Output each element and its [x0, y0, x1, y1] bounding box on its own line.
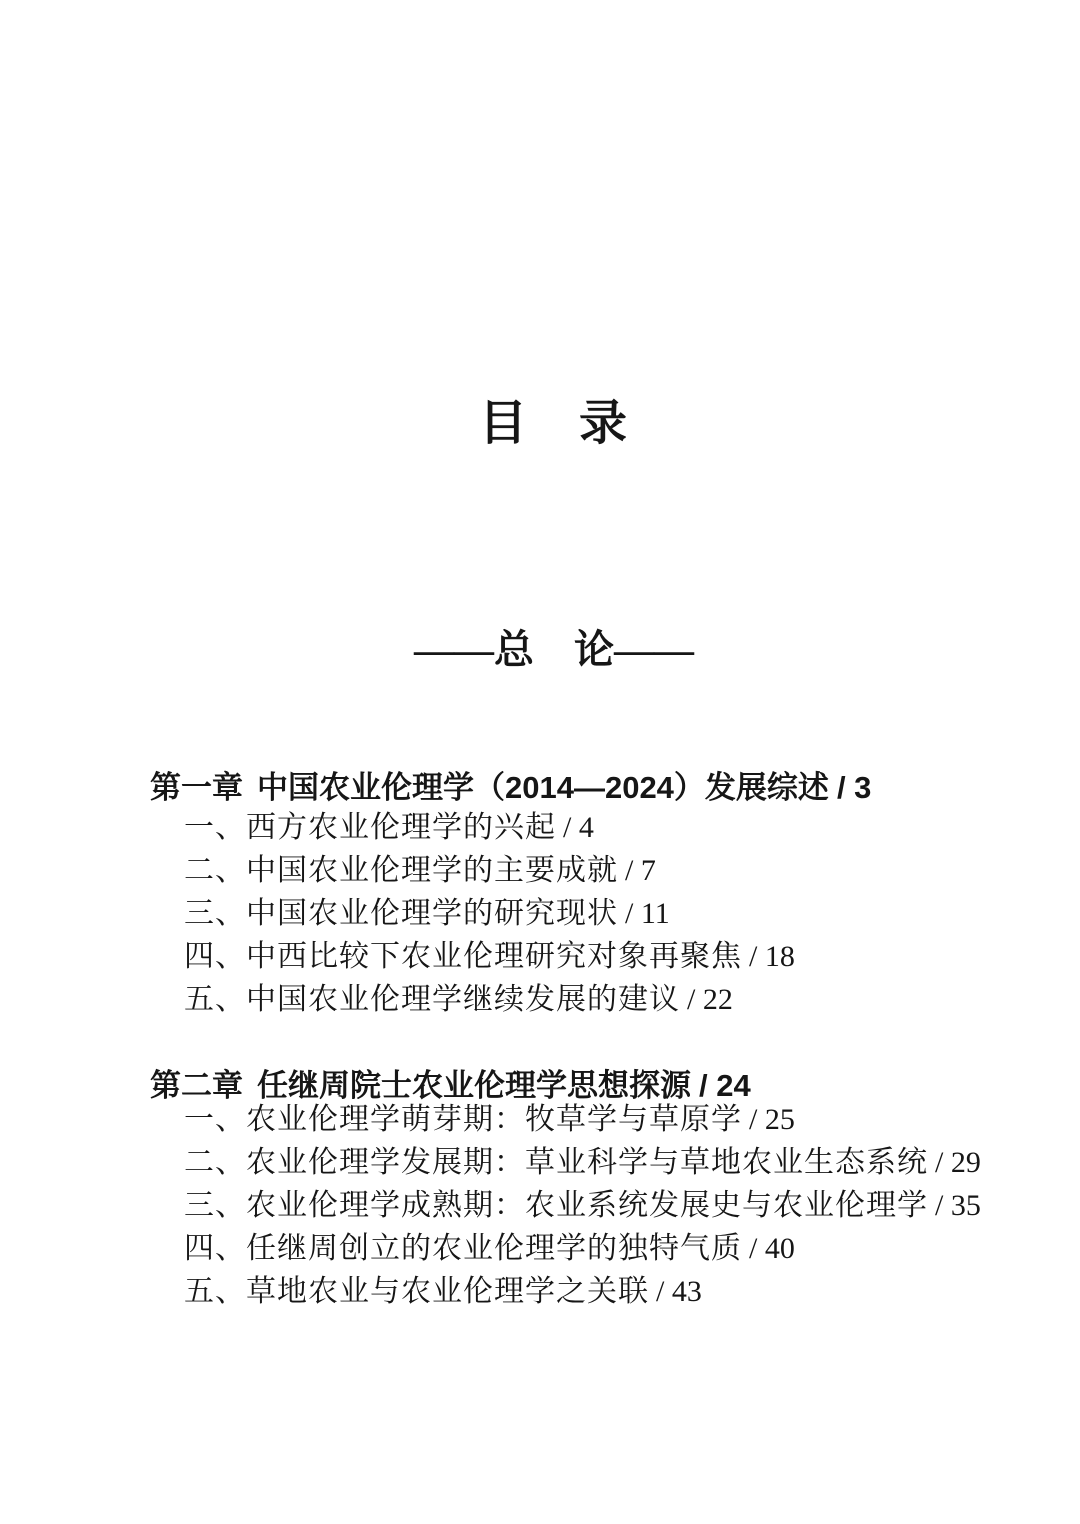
toc-list-chapter-2: [184, 1098, 981, 1313]
chapter-title: 中国农业伦理学（2014—2024）发展综述: [257, 769, 829, 805]
item-title: 农业伦理学萌芽期：牧草学与草原学: [246, 1103, 742, 1136]
item-page-ref: / 35: [935, 1189, 981, 1222]
item-title: 中西比较下农业伦理研究对象再聚焦: [246, 940, 742, 973]
item-number: 四、: [184, 1232, 246, 1265]
item-number: 二、: [184, 854, 246, 887]
item-page-ref: / 25: [749, 1103, 795, 1136]
item-title: 中国农业伦理学继续发展的建议: [246, 983, 680, 1016]
item-title: 西方农业伦理学的兴起: [246, 811, 556, 844]
item-page-ref: / 18: [749, 940, 795, 973]
toc-item: [184, 978, 795, 1021]
item-title: 中国农业伦理学的主要成就: [246, 854, 618, 887]
toc-item: [184, 892, 795, 935]
item-page-ref: / 43: [656, 1275, 702, 1308]
item-number: 三、: [184, 1189, 246, 1222]
chapter-page-ref: / 3: [836, 769, 872, 805]
item-number: 四、: [184, 940, 246, 973]
toc-item: [184, 1270, 981, 1313]
item-page-ref: / 11: [625, 897, 670, 930]
item-page-ref: / 22: [687, 983, 733, 1016]
item-page-ref: / 40: [749, 1232, 795, 1265]
item-page-ref: / 29: [935, 1146, 981, 1179]
item-number: 一、: [184, 811, 246, 844]
item-number: 五、: [184, 983, 246, 1016]
part-header: ——总 论——: [414, 627, 694, 672]
item-page-ref: / 7: [625, 854, 656, 887]
toc-item: [184, 849, 795, 892]
item-title: 农业伦理学发展期：草业科学与草地农业生态系统: [246, 1146, 928, 1179]
chapter-title: 任继周院士农业伦理学思想探源: [257, 1067, 691, 1103]
toc-item: [184, 1098, 981, 1141]
item-title: 任继周创立的农业伦理学的独特气质: [246, 1232, 742, 1265]
item-title: 中国农业伦理学的研究现状: [246, 897, 618, 930]
toc-item: [184, 1184, 981, 1227]
chapter-heading-1: [150, 770, 871, 806]
toc-item: [184, 935, 795, 978]
item-page-ref: / 4: [563, 811, 594, 844]
toc-list-chapter-1: [184, 806, 795, 1021]
toc-item: [184, 806, 795, 849]
item-title: 农业伦理学成熟期：农业系统发展史与农业伦理学: [246, 1189, 928, 1222]
chapter-label: 第一章: [150, 769, 243, 805]
toc-item: [184, 1141, 981, 1184]
item-title: 草地农业与农业伦理学之关联: [246, 1275, 649, 1308]
item-number: 三、: [184, 897, 246, 930]
item-number: 五、: [184, 1275, 246, 1308]
item-number: 二、: [184, 1146, 246, 1179]
chapter-label: 第二章: [150, 1067, 243, 1103]
item-number: 一、: [184, 1103, 246, 1136]
page-title: 目 录: [478, 397, 629, 451]
chapter-page-ref: / 24: [699, 1067, 751, 1103]
toc-item: [184, 1227, 981, 1270]
